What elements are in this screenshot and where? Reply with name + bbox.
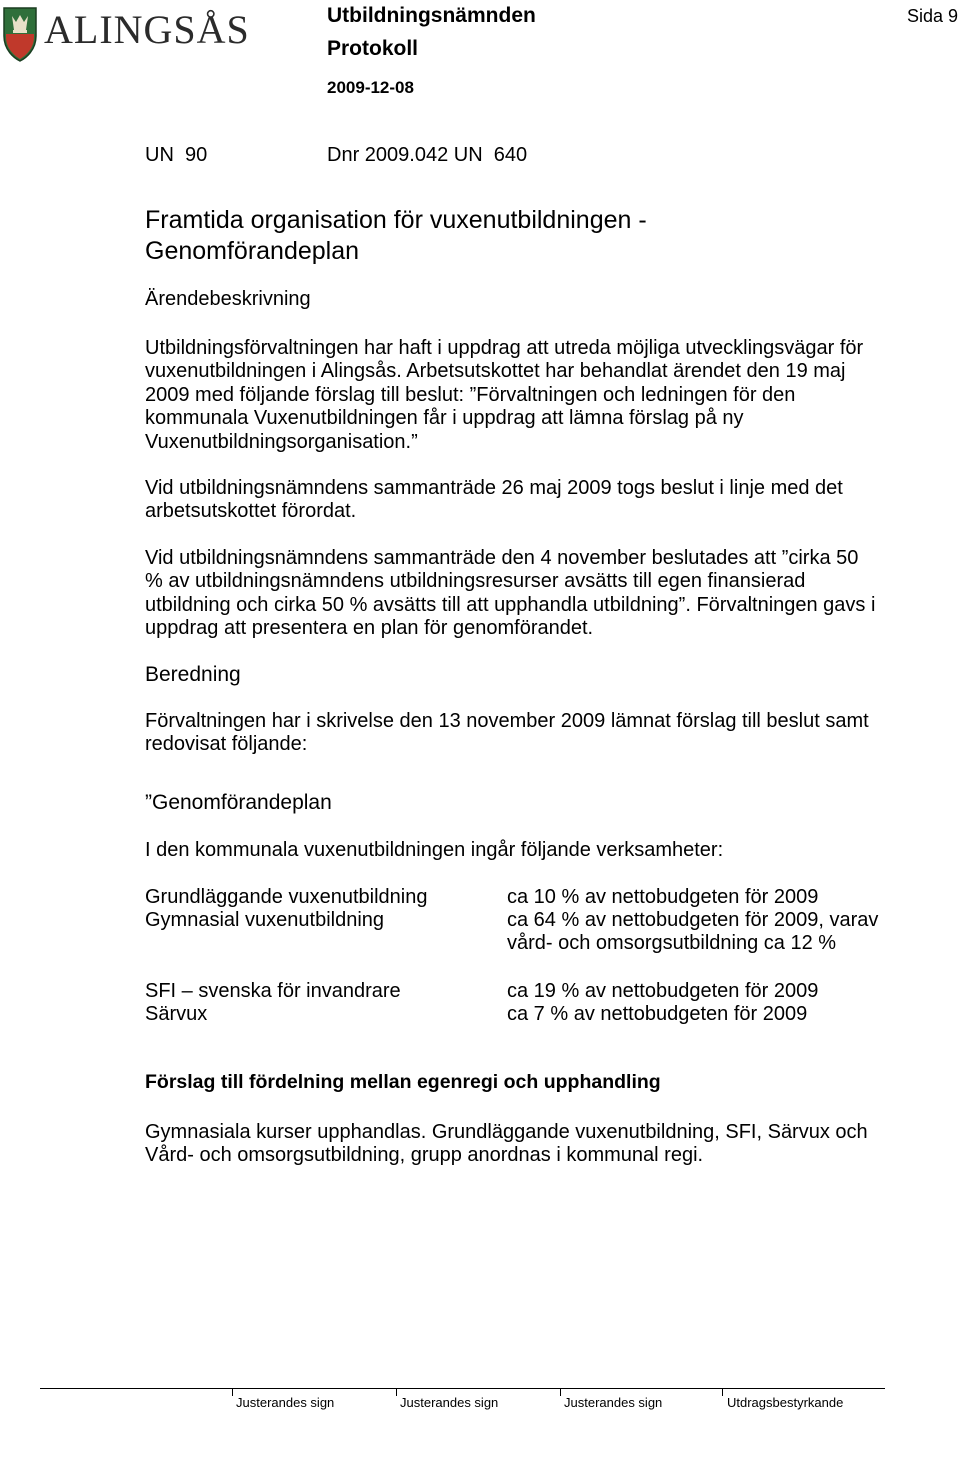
page-title: Framtida organisation för vuxenutbildningen - Genomförandeplan [145, 206, 647, 265]
committee-name: Utbildningsnämnden [327, 4, 536, 27]
activity-share: ca 10 % av nettobudgeten för 2009 [507, 886, 819, 908]
activity-share: ca 19 % av nettobudgeten för 2009 [507, 980, 819, 1002]
activity-name: Grundläggande vuxenutbildning [145, 886, 428, 908]
paragraph-number: UN 90 [145, 144, 208, 166]
footer-extract-field: Utdragsbestyrkande [727, 1395, 844, 1410]
diary-number: Dnr 2009.042 UN 640 [327, 144, 528, 166]
footer-divider [232, 1388, 233, 1396]
activity-name: Gymnasial vuxenutbildning [145, 909, 385, 931]
logo-wordmark: ALINGSÅS [44, 7, 250, 52]
footer-divider [722, 1388, 723, 1396]
footer-divider [396, 1388, 397, 1396]
section-heading-beredning: Beredning [145, 663, 241, 686]
section-heading-genomforandeplan: ”Genomförandeplan [145, 791, 332, 814]
meeting-date: 2009-12-08 [327, 78, 414, 97]
paragraph-activities-intro: I den kommunala vuxenutbildningen ingår följande verksamheter: [145, 839, 724, 861]
paragraph-beredning: Förvaltningen har i skrivelse den 13 november 2009 lämnat förslag till beslut samt redovisat följande: [145, 710, 869, 756]
document-type: Protokoll [327, 37, 419, 60]
activity-share: ca 64 % av nettobudgeten för 2009, varav vård- och omsorgsutbildning ca 12 % [507, 909, 879, 955]
section-heading-forslag: Förslag till fördelning mellan egenregi och upphandling [145, 1071, 661, 1093]
footer-divider [560, 1388, 561, 1396]
paragraph-forslag: Gymnasiala kurser upphandlas. Grundläggande vuxenutbildning, SFI, Särvux och Vård- och omsorgsutbildning, grupp anordnas i kommunal regi. [145, 1121, 868, 1167]
footer-sign-field-2: Justerandes sign [400, 1395, 499, 1410]
paragraph-decision-november: Vid utbildningsnämndens sammanträde den 4 november beslutades att ”cirka 50 % av utbildningsnämndens utbildningsresurser avsätts till egen finansierad utbildning och cirka 50 % avsätts till att upphandla utbildning”. Förvaltningen gavs i uppdrag att presentera en plan för genomförandet. [145, 547, 876, 640]
page-number: Sida 9 [907, 6, 959, 26]
coat-of-arms-icon [2, 6, 38, 62]
activity-share: ca 7 % av nettobudgeten för 2009 [507, 1003, 808, 1025]
paragraph-background: Utbildningsförvaltningen har haft i uppdrag att utreda möjliga utvecklingsvägar för vuxenutbildningen i Alingsås. Arbetsutskottet har behandlat ärendet den 19 maj 2009 med följande förslag till beslut: ”Förvaltningen och ledningen för den kommunala Vuxenutbildningen får i uppdrag att lämna förslag på ny Vuxenutbildningsorganisation.” [145, 337, 864, 453]
footer-sign-field-3: Justerandes sign [564, 1395, 663, 1410]
section-heading-arendebeskrivning: Ärendebeskrivning [145, 288, 311, 310]
paragraph-decision-may: Vid utbildningsnämndens sammanträde 26 maj 2009 togs beslut i linje med det arbetsutskottet förordat. [145, 477, 843, 523]
footer-rule [40, 1388, 885, 1389]
footer-sign-field-1: Justerandes sign [236, 1395, 335, 1410]
activity-name: SFI – svenska för invandrare [145, 980, 401, 1002]
activity-name: Särvux [145, 1003, 208, 1025]
alingsas-logo [2, 4, 262, 64]
